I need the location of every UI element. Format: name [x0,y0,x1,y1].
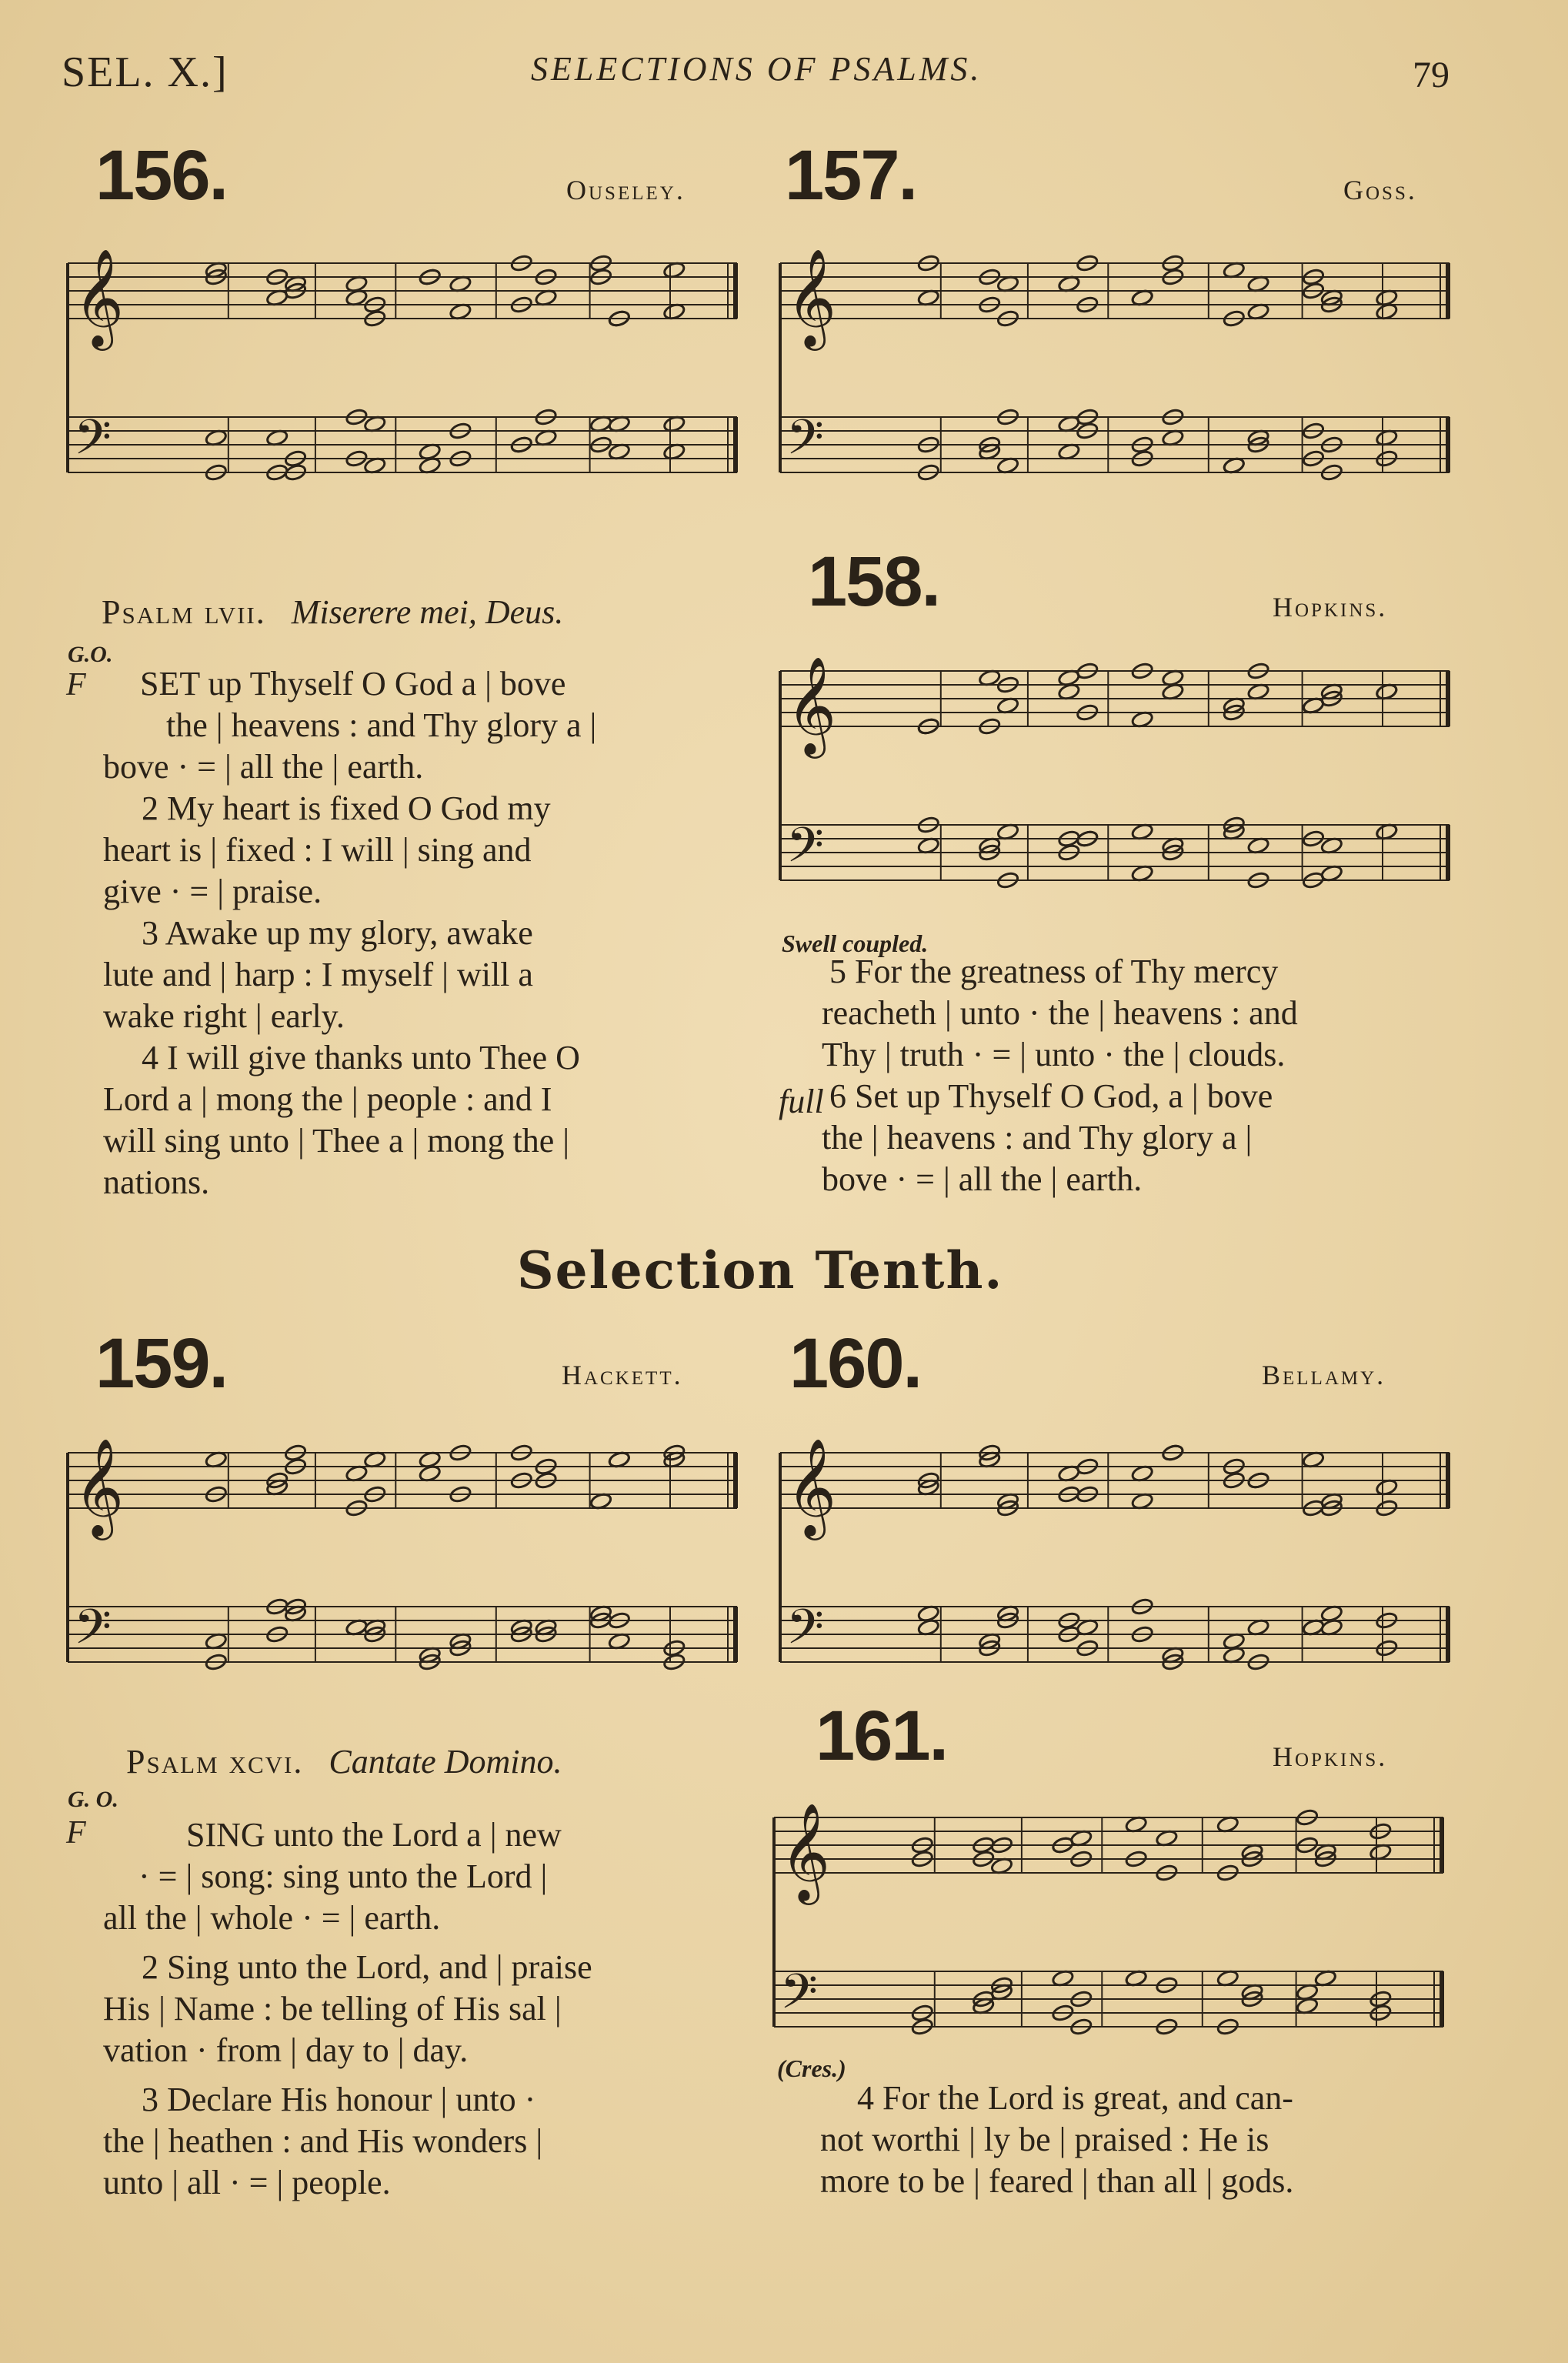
verse-line: 5 For the greatness of Thy mercy [829,953,1279,990]
dynamic-mark: full [779,1083,824,1120]
psalm-heading [102,592,563,632]
chant-number: 160. [789,1324,922,1403]
music-score [776,223,1456,531]
verse-line: the | heathen : and His wonders | [103,2122,543,2160]
music-score [776,631,1456,939]
tune-name: Hopkins. [1273,1741,1388,1772]
verse-line: Thy | truth · = | unto · the | clouds. [822,1036,1286,1073]
bass-clef-icon: 𝄢 [780,1963,818,2031]
psalm-number: Psalm xcvi. [126,1743,304,1781]
bass-clef-icon: 𝄢 [74,409,112,477]
selection-heading: Selection Tenth. [517,1240,1004,1300]
psalm-text [822,951,1530,1200]
psalm-latin-title: Miserere mei, Deus. [291,593,564,631]
treble-clef-icon: 𝄞 [74,1437,125,1536]
psalm-latin-title: Cantate Domino. [329,1743,562,1781]
verse-line: bove · = | all the | earth. [822,1160,1143,1198]
section-label: SEL. X.] [62,48,229,96]
bass-clef-icon: 𝄢 [786,1598,824,1667]
music-score [769,1777,1450,2085]
chant-number: 161. [816,1697,948,1775]
organ-direction: Swell coupled. [782,930,929,957]
verse-line: · = | song: sing unto the Lord | [138,1857,548,1895]
verse-line: more to be | feared | than all | gods. [820,2162,1294,2200]
verse-line: give · = | praise. [103,873,322,910]
chant-number: 159. [95,1324,228,1403]
tune-name: Hopkins. [1273,592,1388,622]
verse-line: SET up Thyself O God a | bove [140,665,566,703]
music-score [63,1413,743,1721]
treble-clef-icon: 𝄞 [786,1437,837,1536]
tune-name: Goss. [1343,175,1417,205]
music-score [63,223,743,531]
grand-staff [769,1777,1450,2085]
verse-line: heart is | fixed : I will | sing and [103,831,532,869]
psalm-text [103,1814,749,2204]
bass-clef-icon: 𝄢 [786,816,824,885]
verse-line: 2 Sing unto the Lord, and | praise [142,1948,592,1986]
verse-line: the | heavens : and Thy glory a | [166,706,597,744]
verse-line: reacheth | unto · the | heavens : and [822,994,1298,1032]
verse-line: vation · from | day to | day. [103,2031,469,2069]
music-score [776,1413,1456,1721]
verse-line: 6 Set up Thyself O God, a | bove [829,1077,1273,1115]
verse-line: nations. [103,1163,210,1201]
bass-clef-icon: 𝄢 [74,1598,112,1667]
page-number: 79 [1413,55,1450,95]
treble-clef-icon: 𝄞 [780,1802,831,1901]
verse-line: 4 For the Lord is great, and can- [857,2079,1293,2117]
verse-line: will sing unto | Thee a | mong the | [103,1122,570,1160]
treble-clef-icon: 𝄞 [786,656,837,754]
verse-line: 3 Awake up my glory, awake [142,914,533,952]
verse-line: bove · = | all the | earth. [103,748,424,786]
dynamic-mark: F [66,667,86,703]
verse-line: all the | whole · = | earth. [103,1899,441,1937]
tune-name: Bellamy. [1262,1360,1386,1390]
verse-line: 2 My heart is fixed O God my [142,789,551,827]
chant-number: 156. [95,136,228,215]
chant-number: 158. [808,542,940,621]
register-mark: G.O. [68,642,113,667]
psalm-heading [126,1742,562,1781]
running-title: SELECTIONS OF PSALMS. [531,50,983,88]
verse-line: unto | all · = | people. [103,2164,391,2201]
grand-staff [776,631,1456,939]
psalm-text [820,2078,1528,2202]
tune-name: Ouseley. [566,175,686,205]
verse-line: His | Name : be telling of His sal | [103,1990,562,2028]
treble-clef-icon: 𝄞 [74,248,125,346]
grand-staff [63,1413,743,1721]
tune-name: Hackett. [562,1360,683,1390]
psalm-number: Psalm lvii. [102,593,266,631]
dynamic-mark: F [66,1815,86,1851]
verse-line: SING unto the Lord a | new [186,1816,562,1854]
grand-staff [63,223,743,531]
organ-direction: (Cres.) [777,2054,846,2082]
bass-clef-icon: 𝄢 [786,409,824,477]
verse-line: the | heavens : and Thy glory a | [822,1119,1253,1156]
chant-number: 157. [785,136,917,215]
psalm-text [103,663,749,1203]
register-mark: G. O. [68,1787,118,1812]
treble-clef-icon: 𝄞 [786,248,837,346]
grand-staff [776,1413,1456,1721]
verse-line: 4 I will give thanks unto Thee O [142,1039,580,1076]
verse-line: not worthi | ly be | praised : He is [820,2121,1269,2158]
verse-line: wake right | early. [103,997,345,1035]
verse-line: lute and | harp : I myself | will a [103,956,533,993]
grand-staff [776,223,1456,531]
verse-line: Lord a | mong the | people : and I [103,1080,552,1118]
verse-line: 3 Declare His honour | unto · [142,2081,536,2118]
